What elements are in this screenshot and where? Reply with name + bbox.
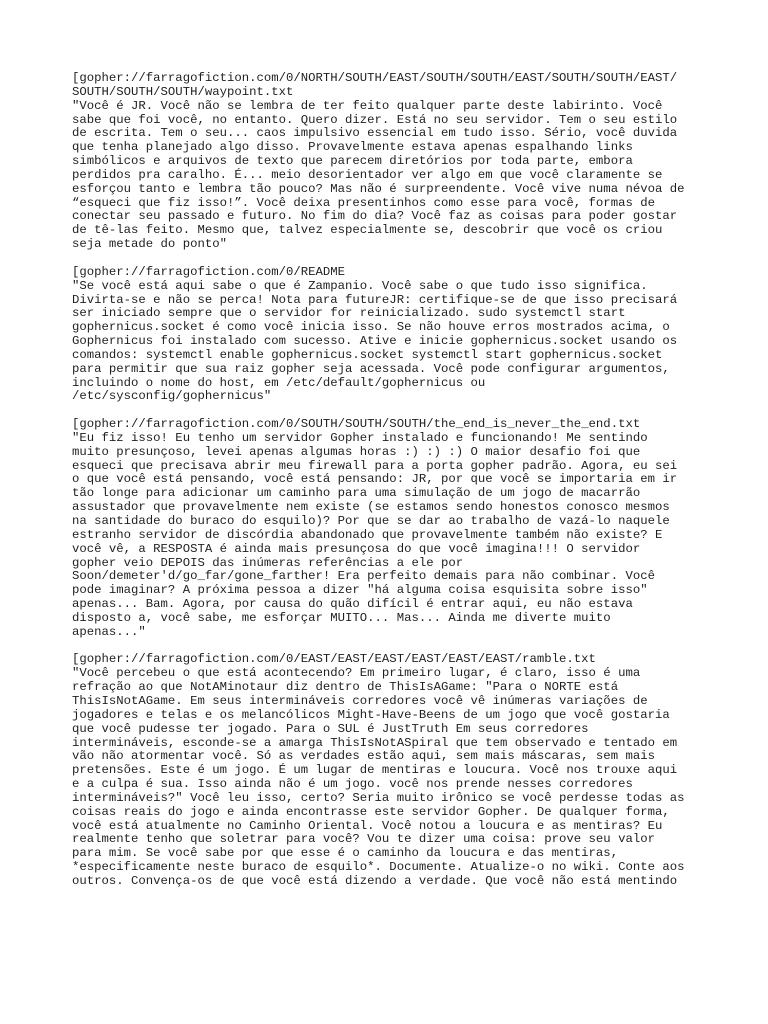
entry-text-line: ser iniciado sempre que o servidor for reinicializado. sudo systemctl start bbox=[72, 306, 626, 321]
entry-text-line: para mim. Se você sabe por que esse é o caminho da loucura e das mentiras, bbox=[72, 846, 619, 861]
entry-text-line: "Eu fiz isso! Eu tenho um servidor Gopher instalado e funcionando! Me sentindo bbox=[72, 430, 648, 445]
entry-text-line: "Você percebeu o que está acontecendo? Em primeiro lugar, é claro, isso é uma bbox=[72, 666, 641, 681]
entry-waypoint bbox=[72, 72, 702, 252]
entry-text-line: intermináveis?" Você leu isso, certo? Seria muito irônico se você perdesse todas as bbox=[72, 790, 685, 805]
entry-text-line: seja metade do ponto" bbox=[72, 237, 227, 252]
entry-text-line: pode imaginar? A próxima pessoa a dizer "há alguma coisa esquisita sobre isso" bbox=[72, 583, 648, 598]
entry-text-line: o que você está pensando, você está pensando: JR, por que você se importaria em ir bbox=[72, 472, 678, 487]
entry-text-line: muito presunçoso, levei apenas algumas horas :) :) :) O maior desafio foi que bbox=[72, 444, 641, 459]
entry-link-line: [gopher://farragofiction.com/0/README bbox=[72, 264, 346, 279]
entry-text-line: estranho servidor de discórdia abandonado que provavelmente também não existe? E bbox=[72, 527, 663, 542]
entry-text-line: que você pudesse ter jogado. Para o SUL é JustTruth Em seus corredores bbox=[72, 721, 589, 736]
entry-text-line: intermináveis, esconde-se a amarga ThisIsNotASpiral que tem observado e tentado em bbox=[72, 735, 678, 750]
entry-text-line: e a culpa é sua. Isso ainda não é um jogo. você nos prende nesses corredores bbox=[72, 777, 633, 792]
entry-the-end-is-never-the-end bbox=[72, 418, 702, 640]
entry-text-line: Soon/demeter'd/go_far/gone_farther! Era perfeito demais para não combinar. Você bbox=[72, 569, 655, 584]
entry-text-line: tão longe para adicionar um caminho para uma simulação de um jogo de macarrão bbox=[72, 486, 641, 501]
entry-text-line: assustador que provavelmente nem existe (se estamos sendo honestos conosco mesmos bbox=[72, 500, 670, 515]
entry-text-line: para permitir que sua raiz gopher seja acessada. Você pode configurar argumentos, bbox=[72, 361, 670, 376]
entry-link-line: [gopher://farragofiction.com/0/EAST/EAST/EAST/EAST/EAST/EAST/ramble.txt bbox=[72, 652, 596, 667]
entry-text-line: vão não atormentar você. Só as verdades estão aqui, sem mais máscaras, sem mais bbox=[72, 749, 655, 764]
entry-text-line: perdidos pra caralho. É... meio desorientador ver algo em que você claramente se bbox=[72, 167, 663, 182]
entry-text-line: "Você é JR. Você não se lembra de ter feito qualquer parte deste labirinto. Você bbox=[72, 98, 663, 113]
entry-text-line: de tê-las feito. Mesmo que, talvez especialmente se, descobrir que você os criou bbox=[72, 223, 663, 238]
entry-text-line: jogadores e telas e os melancólicos Might-Have-Beens de um jogo que você gostaria bbox=[72, 707, 670, 722]
entry-text-line: gopher veio DEPOIS das inúmeras referências a ele por bbox=[72, 555, 464, 570]
entry-text-line: conectar seu passado e futuro. No fim do dia? Você faz as coisas para poder gostar bbox=[72, 209, 678, 224]
entry-link-line: [gopher://farragofiction.com/0/SOUTH/SOUTH/SOUTH/the_end_is_never_the_end.txt bbox=[72, 417, 641, 432]
entry-text-line: simbólicos e arquivos de texto que parecem diretórios por toda parte, embora bbox=[72, 154, 633, 169]
entry-text-line: de escrita. Tem o seu... caos impulsivo essencial em tudo isso. Sério, você duvida bbox=[72, 126, 678, 141]
entry-text-line: que tenha planejado algo disso. Provavelmente estava apenas espalhando links bbox=[72, 140, 633, 155]
entry-text-line: "Se você está aqui sabe o que é Zampanio. Você sabe o que tudo isso significa. bbox=[72, 278, 648, 293]
entry-text-line: refração ao que NotAMinotaur diz dentro de ThisIsAGame: "Para o NORTE está bbox=[72, 680, 619, 695]
entry-text-line: coisas reais do jogo e ainda encontrasse este servidor Gopher. De qualquer forma, bbox=[72, 804, 670, 819]
entry-text-line: *especificamente neste buraco de esquilo*. Documente. Atualize-o no wiki. Conte aos bbox=[72, 860, 685, 875]
entry-text-line: na santidade do buraco do esquilo)? Por que se dar ao trabalho de vazá-lo naquele bbox=[72, 514, 670, 528]
entry-text-line: Divirta-se e não se perca! Nota para futureJR: certifique-se de que isso precisará bbox=[72, 292, 678, 307]
entry-link-line: [gopher://farragofiction.com/0/NORTH/SOUTH/EAST/SOUTH/SOUTH/EAST/SOUTH/SOUTH/EAST/ bbox=[72, 71, 678, 85]
entry-text-line: ThisIsNotAGame. Em seus intermináveis corredores você vê inúmeras variações de bbox=[72, 693, 648, 708]
entry-text-line: sabe que foi você, no entanto. Quero dizer. Está no seu servidor. Tem o seu estilo bbox=[72, 112, 678, 127]
entry-text-line: você vê, a RESPOSTA é ainda mais presunçosa do que você imagina!!! O servidor bbox=[72, 541, 641, 556]
entry-text-line: “esqueci que fiz isso!”. Você deixa presentinhos como esse para você, formas de bbox=[72, 195, 655, 210]
entry-text-line: apenas..." bbox=[72, 624, 146, 639]
entry-text-line: você está atualmente no Caminho Oriental. Você notou a loucura e as mentiras? Eu bbox=[72, 818, 663, 833]
entry-text-line: incluindo o nome do host, em /etc/default/gophernicus ou bbox=[72, 375, 486, 390]
entry-text-line: apenas... Bam. Agora, por causa do quão difícil é entrar aqui, eu não estava bbox=[72, 597, 633, 612]
entry-link-line: SOUTH/SOUTH/SOUTH/waypoint.txt bbox=[72, 84, 294, 99]
entry-text-line: /etc/sysconfig/gophernicus" bbox=[72, 389, 272, 404]
entry-text-line: comandos: systemctl enable gophernicus.socket systemctl start gophernicus.socket bbox=[72, 347, 663, 362]
entry-text-line: Gophernicus foi instalado com sucesso. Ative e inicie gophernicus.socket usando os bbox=[72, 334, 678, 349]
entry-text-line: pretensões. Este é um jogo. É um lugar de mentiras e loucura. Você nos trouxe aqui bbox=[72, 763, 678, 778]
entry-readme bbox=[72, 266, 702, 404]
entry-text-line: esforçou tanto e lembra tão pouco? Mas não é surpreendente. Você vive numa névoa de bbox=[72, 181, 685, 196]
entry-ramble bbox=[72, 653, 702, 888]
entry-text-line: esqueci que precisava abrir meu firewall para a porta gopher padrão. Agora, eu sei bbox=[72, 458, 678, 473]
entry-text-line: gophernicus.socket é como você inicia isso. Se não houve erros mostrados acima, o bbox=[72, 320, 670, 335]
document-page bbox=[72, 72, 702, 903]
entry-text-line: realmente tenho que soletrar para você? Vou te dizer uma coisa: prove seu valor bbox=[72, 832, 655, 847]
entry-text-line: disposto a, você sabe, me esforçar MUITO... Mas... Ainda me diverte muito bbox=[72, 610, 611, 625]
entry-text-line: outros. Convença-os de que você está dizendo a verdade. Que você não está mentindo bbox=[72, 873, 678, 888]
